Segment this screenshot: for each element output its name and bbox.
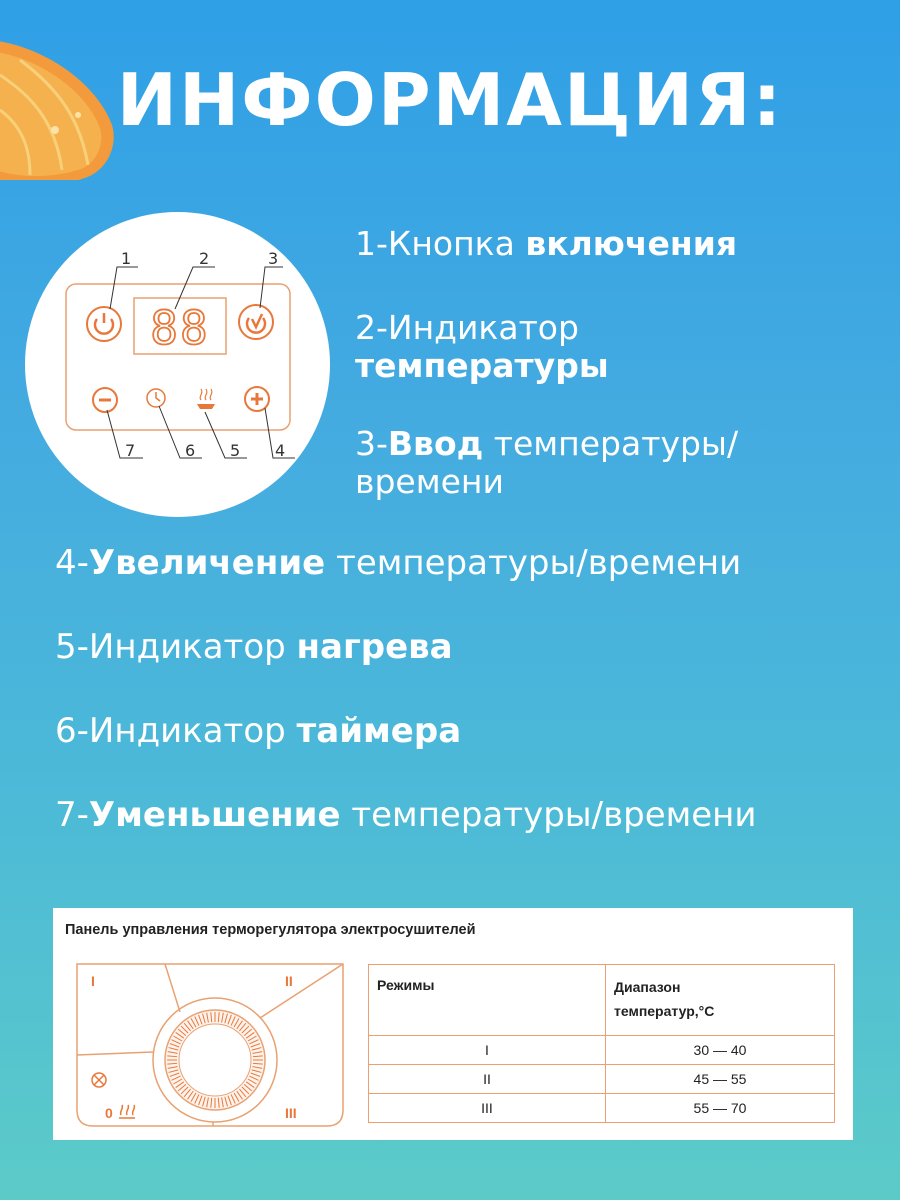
dial-label-3: III (285, 1105, 297, 1121)
dial-label-0: 0 (105, 1105, 113, 1121)
marker-3: 3 (268, 249, 279, 268)
dial-label-2: II (285, 973, 293, 989)
thermoregulator-card (53, 908, 853, 1140)
marker-2: 2 (199, 249, 210, 268)
range-cell: 55 — 70 (606, 1094, 835, 1123)
minus-button-icon (93, 388, 117, 412)
modes-table (368, 964, 835, 1123)
heater-icon (119, 1105, 135, 1118)
confirm-button-icon (239, 305, 273, 339)
page-title: ИНФОРМАЦИЯ: (116, 58, 784, 142)
power-button-icon (87, 307, 121, 341)
timer-indicator-icon (147, 389, 165, 407)
mode-cell: III (369, 1094, 606, 1123)
thermoregulator-dial-illustration (65, 960, 355, 1132)
info-item-4: 4-Увеличение температуры/времени (55, 543, 742, 583)
plus-button-icon (245, 387, 269, 411)
marker-4: 4 (275, 441, 286, 460)
thermoregulator-title: Панель управления терморегулятора электросушителей (65, 922, 476, 938)
mode-cell: II (369, 1065, 606, 1094)
modes-header: Режимы (369, 965, 606, 1036)
marker-1: 1 (121, 249, 132, 268)
marker-7: 7 (125, 441, 136, 460)
info-item-5: 5-Индикатор нагрева (55, 627, 453, 667)
fan-icon (92, 1073, 106, 1087)
info-item-3-line2: времени (355, 462, 504, 501)
temperature-display-digits: 88 (150, 301, 210, 355)
mode-cell: I (369, 1036, 606, 1065)
info-item-6: 6-Индикатор таймера (55, 711, 462, 751)
marker-5: 5 (230, 441, 241, 460)
info-item-1: 1-Кнопка включения (355, 224, 738, 263)
info-item-2-line2: температуры (355, 346, 609, 385)
range-cell: 45 — 55 (606, 1065, 835, 1094)
info-item-2: 2-Индикатор (355, 308, 579, 347)
heating-indicator-icon (197, 389, 215, 409)
control-panel-illustration (25, 212, 330, 517)
range-header: Диапазон температур,°С (606, 965, 835, 1036)
range-cell: 30 — 40 (606, 1036, 835, 1065)
dial-label-1: I (91, 973, 95, 989)
marker-6: 6 (185, 441, 196, 460)
info-item-3: 3-Ввод температуры/ (355, 424, 739, 463)
info-item-7: 7-Уменьшение температуры/времени (55, 795, 757, 835)
